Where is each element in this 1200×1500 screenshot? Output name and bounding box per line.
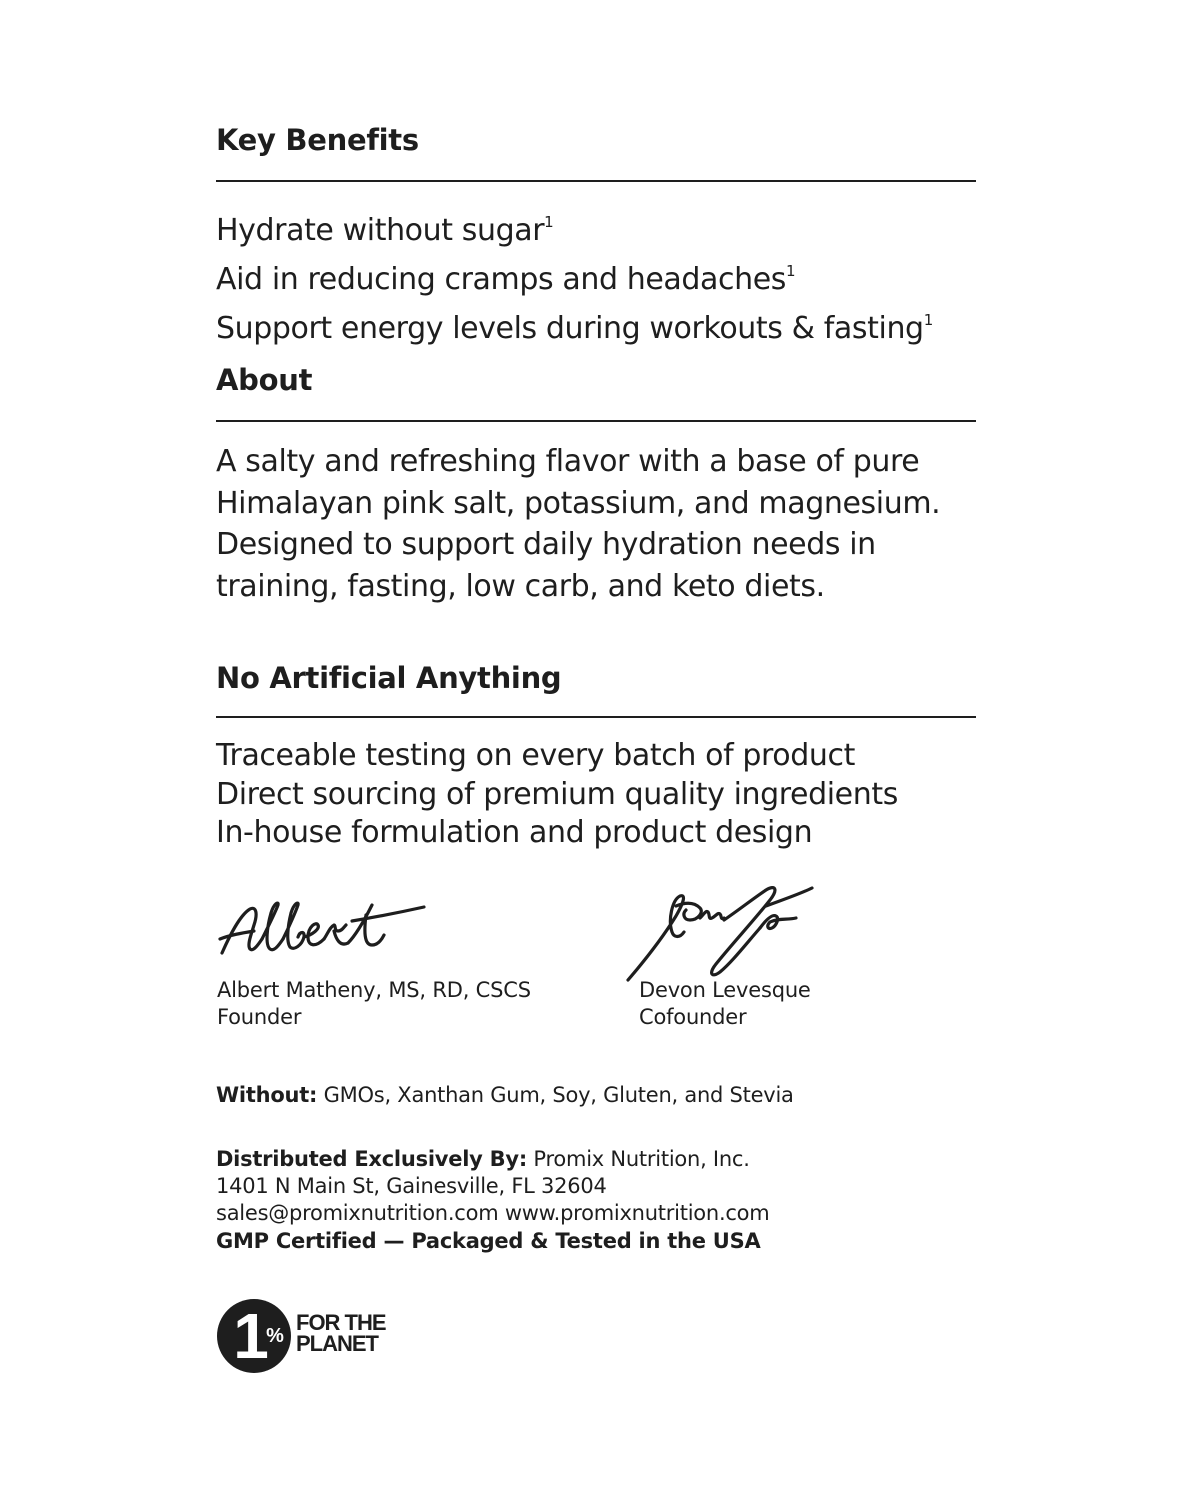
about-text [216, 441, 940, 607]
benefit-item: Aid in reducing cramps and headaches$^1$ [216, 262, 796, 297]
key-benefits-heading: Key Benefits [216, 123, 419, 157]
distributor-company: Promix Nutrition, Inc. [527, 1147, 750, 1171]
about-line: training, fasting, low carb, and keto diets. [216, 568, 825, 604]
about-heading: About [216, 363, 313, 397]
distributor-label: Distributed Exclusively By: [216, 1147, 527, 1171]
without-text: GMOs, Xanthan Gum, Soy, Gluten, and Stevia [317, 1083, 794, 1107]
distributor-line [216, 1146, 750, 1173]
no-artificial-item: Direct sourcing of premium quality ingredients [216, 776, 898, 812]
key-benefits-divider [216, 180, 976, 182]
about-line: A salty and refreshing flavor with a base of pure [216, 444, 920, 479]
no-artificial-item: In-house formulation and product design [216, 815, 813, 850]
footnote-marker: 1 [544, 213, 554, 231]
benefit-item: Support energy levels during workouts & fasting$^1$ [216, 311, 934, 346]
without-statement [216, 1082, 794, 1109]
footnote-marker: 1 [786, 262, 796, 280]
logo-line1: FOR THE [296, 1310, 386, 1335]
gmp-certification: GMP Certified — Packaged & Tested in the USA [216, 1229, 761, 1253]
distributor-address: 1401 N Main St, Gainesville, FL 32604 [216, 1174, 607, 1198]
cofounder-signature [620, 880, 820, 985]
no-artificial-list [216, 737, 898, 853]
one-percent-for-the-planet-logo [216, 1298, 406, 1376]
no-artificial-divider [216, 716, 976, 718]
cofounder-role: Cofounder [639, 1005, 747, 1029]
founder-role: Founder [217, 1005, 302, 1029]
logo-line2: PLANET [296, 1331, 378, 1356]
logo-number: 1 [233, 1300, 269, 1372]
about-divider [216, 420, 976, 422]
founder-signature [216, 895, 431, 965]
planet-logo-mark [216, 1298, 406, 1376]
benefit-item: Hydrate without sugar$^1$ [216, 213, 554, 248]
logo-percent: % [266, 1325, 284, 1347]
founder-name: Albert Matheny, MS, RD, CSCS [217, 978, 531, 1002]
footnote-marker: 1 [923, 311, 934, 329]
no-artificial-item: Traceable testing on every batch of product [216, 738, 855, 773]
cofounder-name: Devon Levesque [639, 978, 811, 1002]
about-line: Designed to support daily hydration needs in [216, 527, 876, 562]
no-artificial-heading: No Artificial Anything [216, 661, 562, 695]
about-line: Himalayan pink salt, potassium, and magnesium. [216, 485, 941, 521]
without-label: Without: [216, 1083, 318, 1107]
distributor-contact: sales@promixnutrition.com www.promixnutrition.com [216, 1201, 770, 1225]
key-benefits-list [216, 202, 933, 349]
